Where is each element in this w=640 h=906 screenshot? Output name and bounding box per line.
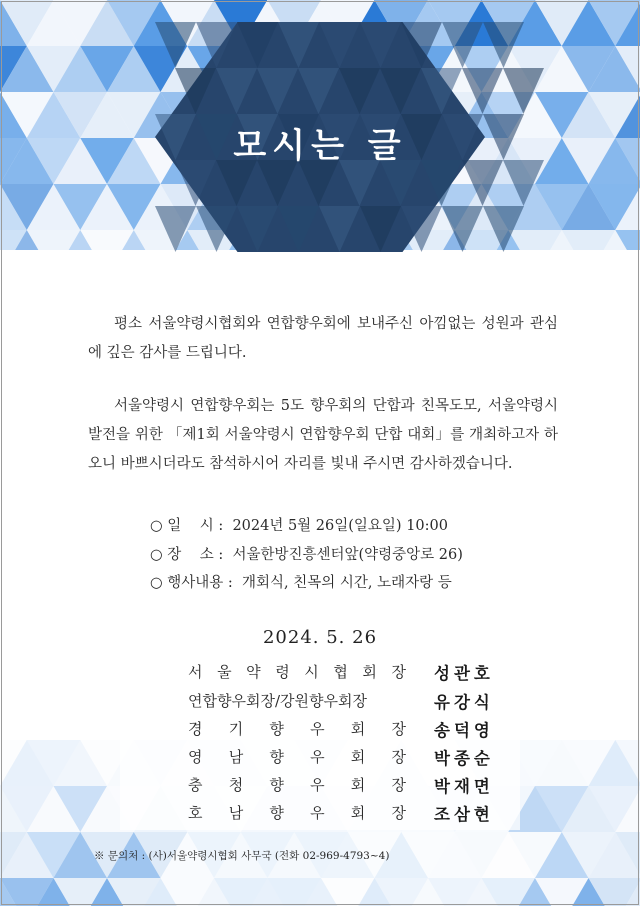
greeting-paragraph: 평소 서울약령시협회와 연합향우회에 보내주신 아낌없는 성원과 관심에 깊은 감사를 드립니다.	[88, 316, 558, 361]
signatory-title: 연합향우회장/강원향우회장	[188, 692, 367, 710]
signatory-row	[188, 774, 508, 802]
signatory-name: 송덕영	[434, 721, 494, 740]
signatory-row	[188, 661, 508, 689]
signatory-row	[188, 718, 508, 746]
signatory-name: 박재면	[434, 777, 494, 796]
signatory-title: 경 기 향 우 회 장	[188, 720, 406, 738]
document-date: 2024. 5. 26	[262, 627, 378, 648]
signatory-row	[188, 690, 508, 718]
signatory-name: 유강식	[434, 693, 494, 712]
detail-label: ○ 장 소 :	[150, 547, 224, 563]
detail-value: 개회식, 친목의 시간, 노래자랑 등	[242, 575, 452, 591]
signatory-row	[188, 746, 508, 774]
signatory-title: 호 남 향 우 회 장	[188, 804, 406, 822]
contact-footnote: ※ 문의처 : (사)서울약령시협회 사무국 (전화 02-969-4793~4)	[94, 850, 390, 862]
detail-datetime	[150, 514, 448, 535]
signatory-title: 서 울 약 령 시 협 회 장	[188, 663, 406, 681]
signatory-title: 충 청 향 우 회 장	[188, 776, 406, 794]
detail-location	[150, 543, 463, 564]
signatory-row	[188, 802, 508, 830]
detail-value: 서울한방진흥센터앞(약령중앙로 26)	[232, 547, 463, 563]
signatory-name: 조삼현	[434, 805, 494, 824]
detail-label: ○ 일 시 :	[150, 518, 224, 534]
detail-label: ○ 행사내용 :	[150, 575, 233, 591]
detail-value: 2024년 5월 26일(일요일) 10:00	[232, 518, 448, 534]
signatory-name: 성관호	[434, 664, 494, 683]
detail-program	[150, 571, 452, 592]
page-title: 모시는 글	[233, 126, 407, 166]
signatory-name: 박종순	[434, 749, 494, 768]
signatory-title: 영 남 향 우 회 장	[188, 748, 406, 766]
event-paragraph: 서울약령시 연합향우회는 5도 향우회의 단합과 친목도모, 서울약령시 발전을 위한 「제1회 서울약령시 연합향우회 단합 대회」를 개최하고자 하오니 바쁘시더라도 참석하시어 자리를 빛내 주시면 감사하겠습니다.	[88, 398, 558, 472]
